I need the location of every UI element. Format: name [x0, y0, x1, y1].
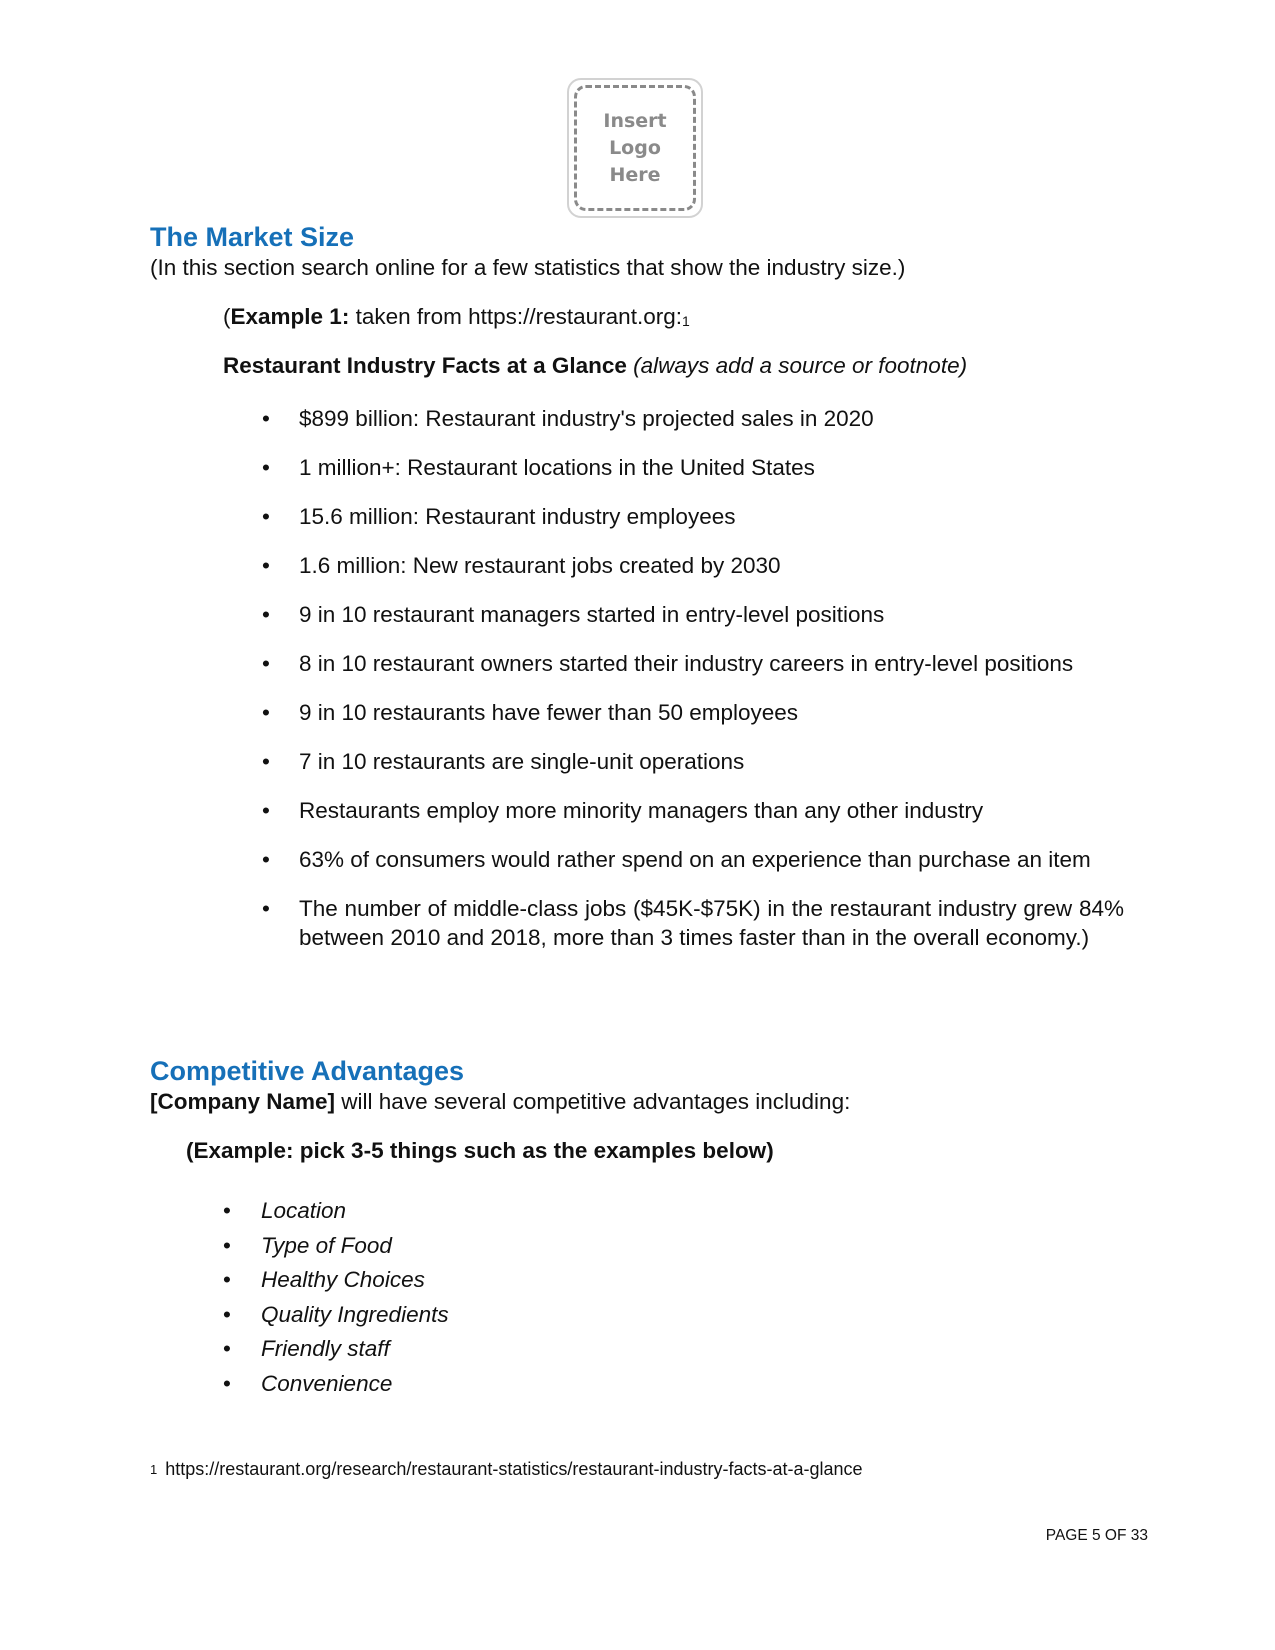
list-item: • The number of middle-class jobs ($45K-$75K) in the restaurant industry grew 84% between 2010 and 2018, more than 3 times faster than in the overall economy.): [262, 894, 1124, 952]
footnote-link: https://restaurant.org/research/restaurant-statistics/restaurant-industry-facts-at-a-glance: [165, 1459, 863, 1479]
logo-dashed-frame: [574, 85, 696, 211]
logo-placeholder-text: Insert Logo Here: [603, 109, 667, 186]
list-item: • Healthy Choices: [223, 1263, 449, 1298]
facts-title: Restaurant Industry Facts at a Glance: [223, 353, 627, 378]
list-item: • Restaurants employ more minority managers than any other industry: [262, 796, 1124, 825]
example-1-line: [223, 304, 690, 330]
footnote: [150, 1459, 863, 1480]
example-open-paren: (: [223, 304, 231, 329]
list-item: • Type of Food: [223, 1229, 449, 1264]
footnote-number: 1: [150, 1462, 158, 1477]
competitive-example-note: (Example: pick 3-5 things such as the examples below): [186, 1138, 774, 1163]
logo-placeholder: [567, 78, 703, 218]
list-item: • $899 billion: Restaurant industry's projected sales in 2020: [262, 404, 1124, 433]
competitive-advantages-list: [223, 1194, 449, 1401]
list-item: • Friendly staff: [223, 1332, 449, 1367]
list-item: • 7 in 10 restaurants are single-unit operations: [262, 747, 1124, 776]
list-item: • 15.6 million: Restaurant industry employees: [262, 502, 1124, 531]
company-name-placeholder: [Company Name]: [150, 1089, 336, 1114]
page-number: PAGE 5 OF 33: [1045, 1527, 1148, 1544]
list-item: • 63% of consumers would rather spend on an experience than purchase an item: [262, 845, 1124, 874]
footnote-ref: 1: [681, 313, 690, 329]
example-source-text: taken from https://restaurant.org:: [349, 304, 682, 329]
competitive-intro: [150, 1089, 850, 1115]
list-item: • Location: [223, 1194, 449, 1229]
competitive-advantages-heading: Competitive Advantages: [150, 1056, 465, 1086]
list-item: • Quality Ingredients: [223, 1298, 449, 1333]
list-item: • 9 in 10 restaurants have fewer than 50 employees: [262, 698, 1124, 727]
market-size-intro: (In this section search online for a few statistics that show the industry size.): [150, 255, 906, 280]
market-size-heading: The Market Size: [150, 222, 355, 252]
facts-note: (always add a source or footnote): [626, 353, 968, 378]
list-item: • Convenience: [223, 1367, 449, 1402]
list-item: • 1 million+: Restaurant locations in the United States: [262, 453, 1124, 482]
list-item: • 8 in 10 restaurant owners started their industry careers in entry-level positions: [262, 649, 1124, 678]
example-label: Example 1:: [230, 304, 350, 329]
facts-title-line: [223, 353, 967, 379]
market-facts-list: [262, 404, 1124, 972]
list-item: • 1.6 million: New restaurant jobs created by 2030: [262, 551, 1124, 580]
list-item: • 9 in 10 restaurant managers started in entry-level positions: [262, 600, 1124, 629]
competitive-intro-text: will have several competitive advantages including:: [335, 1089, 851, 1114]
